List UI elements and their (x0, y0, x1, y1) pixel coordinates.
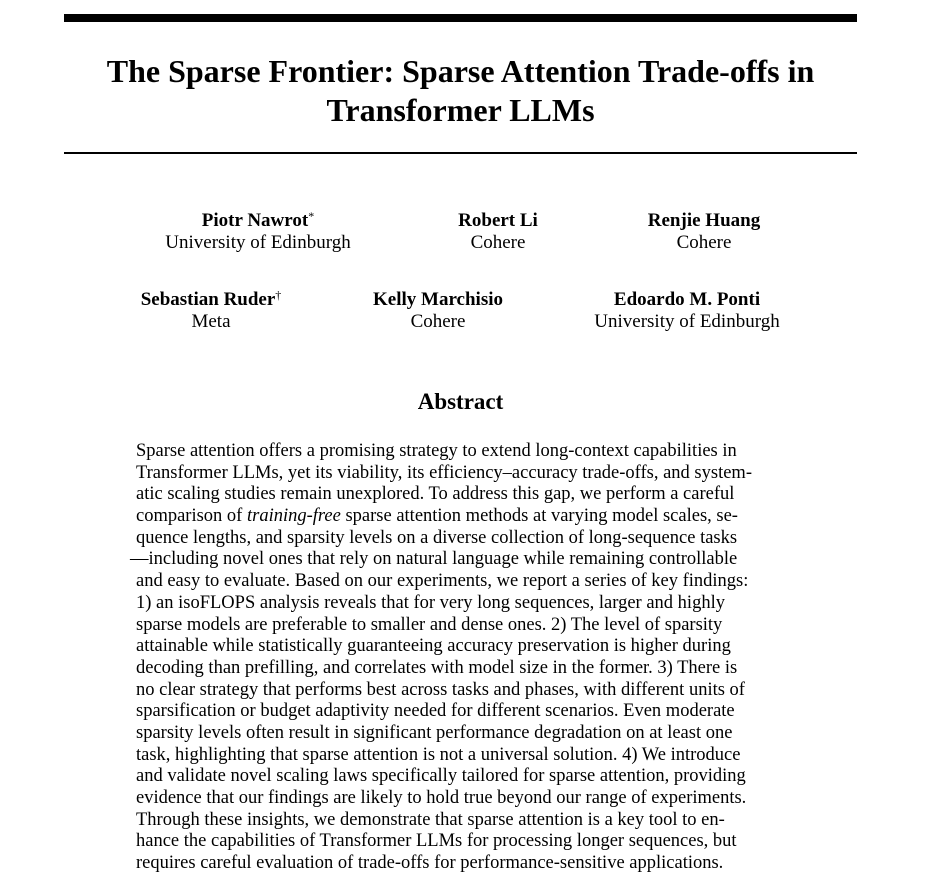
author-name: Edoardo M. Ponti (613, 289, 761, 310)
author-affiliation: Cohere (470, 232, 526, 253)
abstract-line: and easy to evaluate. Based on our experiments, we report a series of key findings: (136, 571, 749, 592)
author-affiliation: Cohere (676, 232, 732, 253)
abstract-line: atic scaling studies remain unexplored. To address this gap, we perform a careful (136, 484, 735, 505)
abstract-line: 1) an isoFLOPS analysis reveals that for very long sequences, larger and highly (136, 592, 725, 613)
abstract-heading: Abstract (417, 389, 504, 414)
author-block (577, 289, 797, 333)
abstract-line: evidence that our findings are likely to hold true beyond our range of experiments. (136, 788, 747, 808)
abstract-line: Through these insights, we demonstrate that sparse attention is a key tool to en- (136, 809, 725, 830)
abstract-line: Sparse attention offers a promising strategy to extend long-context capabilities in (136, 441, 737, 461)
abstract-line: quence lengths, and sparsity levels on a diverse collection of long-sequence tasks (136, 527, 738, 548)
abstract-line: requires careful evaluation of trade-offs for performance-sensitive applications. (136, 853, 724, 874)
author-footnote-mark: * (308, 209, 315, 223)
author-block (418, 210, 578, 254)
abstract-line: attainable while statistically guaranteeing accuracy preservation is higher during (136, 636, 731, 657)
author-block (148, 210, 368, 254)
title-rule (64, 152, 857, 154)
author-name: Robert Li (458, 210, 538, 231)
author-affiliation: Cohere (410, 311, 466, 332)
author-footnote-mark: † (275, 288, 282, 302)
author-name: Renjie Huang (647, 210, 761, 231)
abstract-line: sparsity levels often result in significant performance degradation on at least one (136, 722, 733, 743)
abstract-line: hance the capabilities of Transformer LLMs for processing longer sequences, but (136, 831, 737, 852)
abstract-line: comparison of training-free sparse attention methods at varying model scales, se- (136, 506, 738, 527)
author-name: Piotr Nawrot* (201, 209, 315, 231)
abstract-body (130, 441, 786, 875)
abstract-line: no clear strategy that performs best across tasks and phases, with different units of (136, 679, 745, 700)
author-block (353, 289, 523, 333)
author-block (121, 289, 301, 333)
top-rule (64, 14, 857, 22)
abstract-line: —including novel ones that rely on natural language while remaining controllable (130, 549, 738, 570)
author-name: Sebastian Ruder† (140, 288, 282, 310)
abstract-line: sparsification or budget adaptivity needed for different scenarios. Even moderate (136, 701, 735, 722)
abstract-line: task, highlighting that sparse attention is not a universal solution. 4) We introduce (136, 744, 741, 765)
abstract-line: Transformer LLMs, yet its viability, its efficiency–accuracy trade-offs, and system- (136, 462, 752, 483)
author-affiliation: University of Edinburgh (165, 232, 351, 253)
author-affiliation: University of Edinburgh (594, 311, 780, 332)
abstract-line: decoding than prefilling, and correlates with model size in the former. 3) There is (136, 657, 738, 678)
author-affiliation: Meta (191, 311, 231, 332)
author-name: Kelly Marchisio (373, 289, 503, 310)
author-block (614, 210, 794, 254)
abstract-line: and validate novel scaling laws specifically tailored for sparse attention, providing (136, 766, 746, 787)
abstract-line: sparse models are preferable to smaller and dense ones. 2) The level of sparsity (136, 614, 723, 635)
emphasis-training-free: training-free (246, 506, 341, 527)
paper-title: The Sparse Frontier: Sparse Attention Trade-offs in Transformer LLMs (106, 53, 815, 128)
